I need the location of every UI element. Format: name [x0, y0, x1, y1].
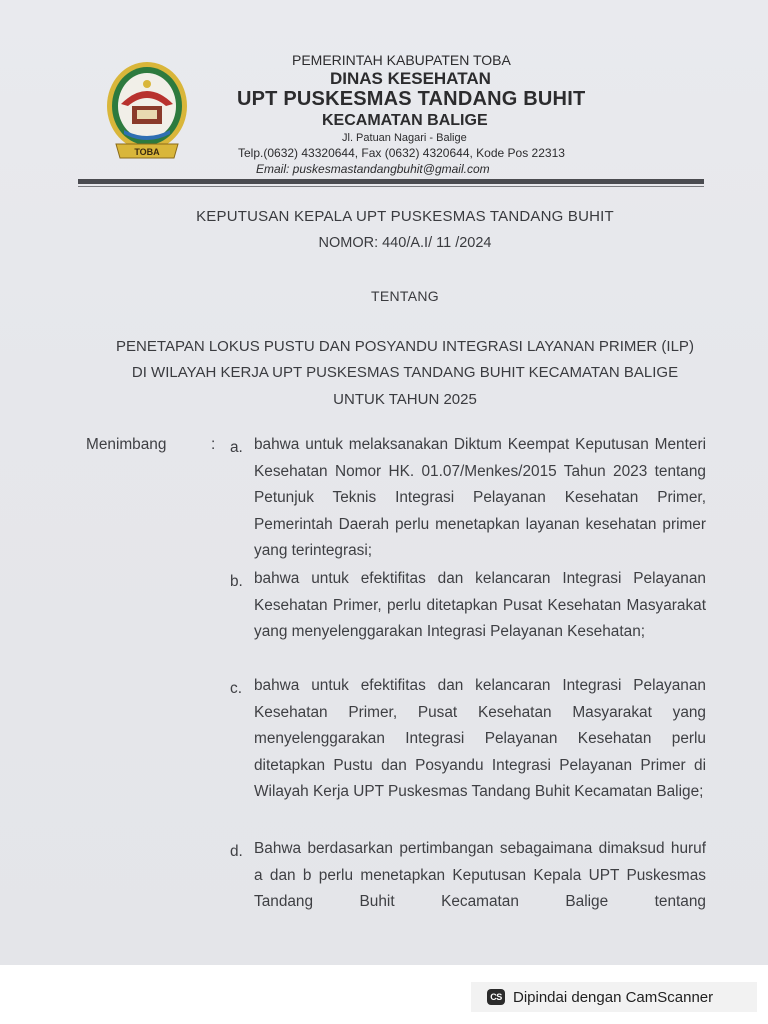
svg-text:TOBA: TOBA	[134, 147, 160, 157]
decree-subject-line: UNTUK TAHUN 2025	[333, 391, 477, 408]
considerations-colon: :	[211, 436, 216, 453]
consideration-letter: c.	[230, 680, 242, 697]
consideration-item: Bahwa berdasarkan pertimbangan sebagaimana dimaksud huruf a dan b perlu menetapkan Keputusan Kepala UPT Puskesmas Tandang Buhit Kecamatan Balige tentang	[254, 840, 706, 910]
letterhead-divider	[78, 179, 704, 184]
government-name: PEMERINTAH KABUPATEN TOBA	[292, 52, 511, 68]
district-name: KECAMATAN BALIGE	[322, 112, 488, 129]
decree-title: KEPUTUSAN KEPALA UPT PUSKESMAS TANDANG BUHIT	[196, 208, 614, 225]
address-line: Jl. Patuan Nagari - Balige	[342, 132, 467, 144]
toba-regency-logo	[104, 60, 190, 164]
camscanner-watermark	[471, 982, 757, 1012]
camscanner-text: Dipindai dengan CamScanner	[513, 988, 714, 1006]
consideration-letter: a.	[230, 439, 243, 456]
contact-line: Telp.(0632) 43320644, Fax (0632) 4320644, Kode Pos 22313	[238, 146, 565, 160]
consideration-item: bahwa untuk efektifitas dan kelancaran Integrasi Pelayanan Kesehatan Primer, perlu ditetapkan Pusat Kesehatan Masyarakat yang menyelenggarakan Integrasi Pelayanan Kesehatan;	[254, 570, 706, 640]
unit-name: UPT PUSKESMAS TANDANG BUHIT	[237, 88, 586, 110]
department-name: DINAS KESEHATAN	[330, 69, 491, 88]
letterhead-divider-thin	[78, 186, 704, 187]
camscanner-icon: CS	[487, 989, 505, 1005]
decree-subject-line: PENETAPAN LOKUS PUSTU DAN POSYANDU INTEGRASI LAYANAN PRIMER (ILP)	[116, 338, 694, 355]
consideration-item: bahwa untuk efektifitas dan kelancaran Integrasi Pelayanan Kesehatan Primer, Pusat Kesehatan Masyarakat yang menyelenggarakan Integrasi Pelayanan Kesehatan perlu ditetapkan Pustu dan Posyandu Integrasi Pelayanan Primer di Wilayah Kerja UPT Puskesmas Tandang Buhit Kecamatan Balige;	[254, 677, 706, 800]
decree-subject-line: DI WILAYAH KERJA UPT PUSKESMAS TANDANG BUHIT KECAMATAN BALIGE	[131, 364, 679, 381]
consideration-letter: b.	[230, 573, 243, 590]
consideration-letter: d.	[230, 843, 243, 860]
consideration-item: bahwa untuk melaksanakan Diktum Keempat Keputusan Menteri Kesehatan Nomor HK. 01.07/Menkes/2015 Tahun 2023 tentang Petunjuk Teknis Integrasi Pelayanan Kesehatan Primer, Pemerintah Daerah perlu menetapkan layanan kesehatan primer yang terintegrasi;	[254, 436, 706, 559]
email-line: Email: puskesmastandangbuhit@gmail.com	[256, 162, 490, 176]
considerations-label: Menimbang	[86, 436, 167, 453]
decree-number: NOMOR: 440/A.I/ 11 /2024	[318, 235, 492, 251]
decree-about: TENTANG	[371, 288, 439, 304]
